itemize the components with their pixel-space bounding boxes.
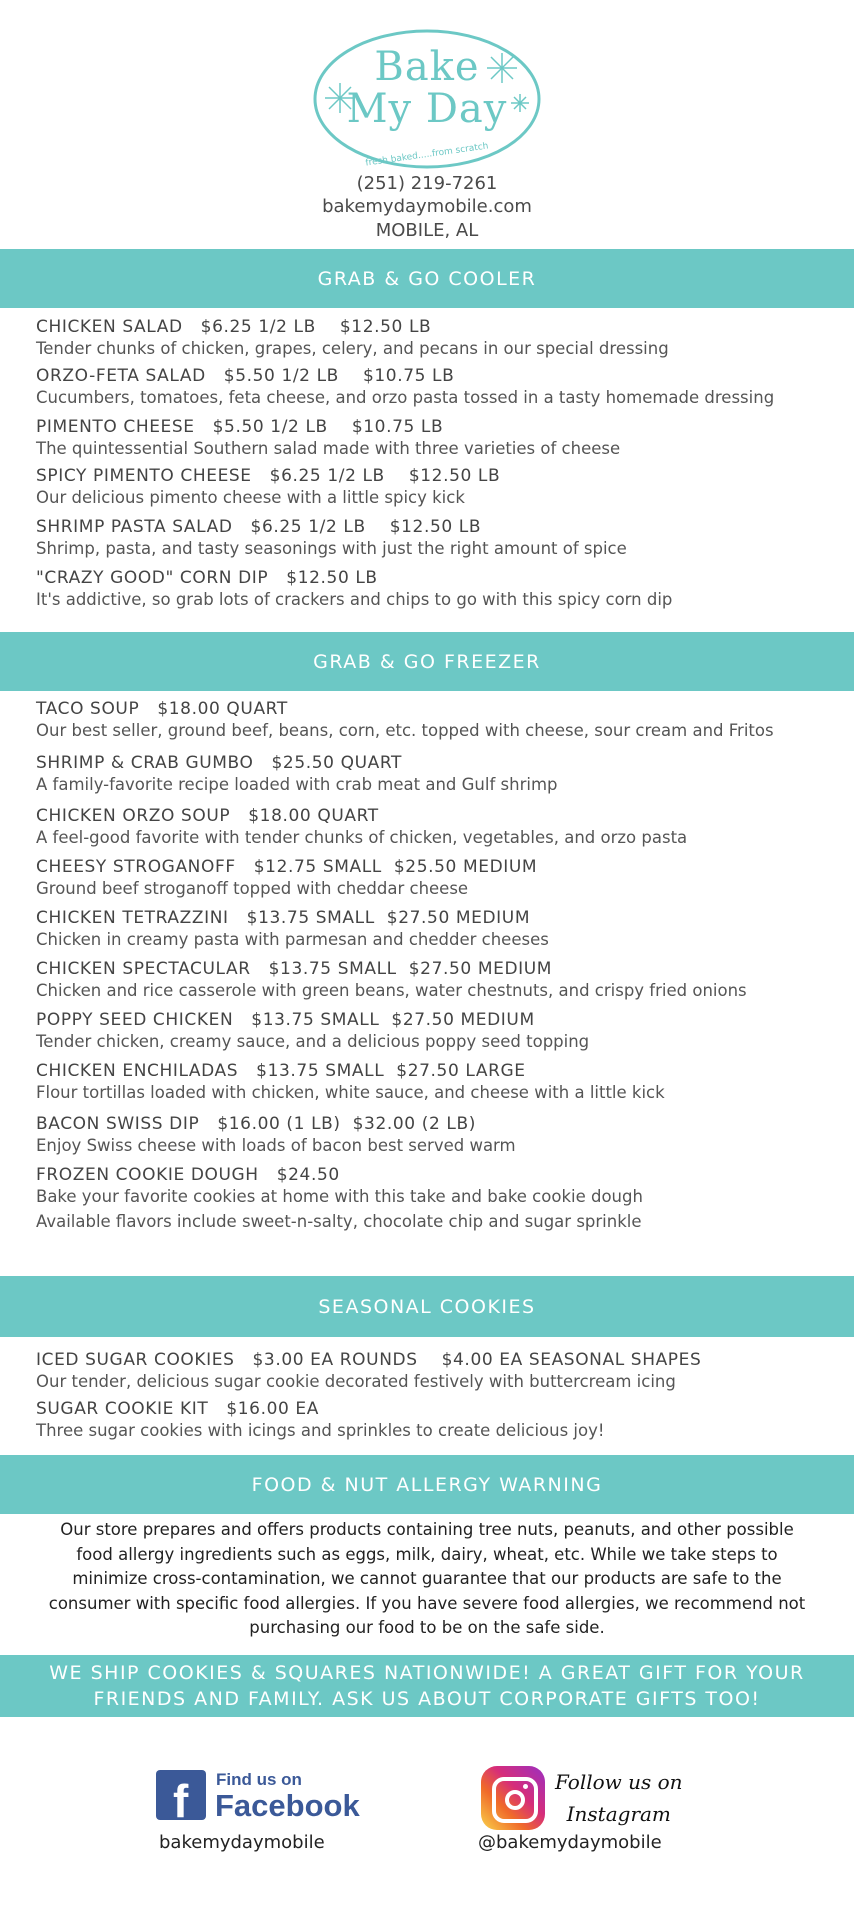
item-description: Chicken and rice casserole with green beans, water chestnuts, and crispy fried onions [36,981,747,1000]
section-header-freezer [0,632,854,691]
item-title: ORZO-FETA SALAD $5.50 1/2 LB $10.75 LB [36,366,455,386]
instagram-badge[interactable] [481,1766,681,1834]
item-title: CHEESY STROGANOFF $12.75 SMALL $25.50 MEDIUM [36,857,538,877]
item-description: Cucumbers, tomatoes, feta cheese, and orzo pasta tossed in a tasty homemade dressing [36,388,775,407]
menu-item [36,465,836,509]
item-title: SPICY PIMENTO CHEESE $6.25 1/2 LB $12.50 LB [36,466,501,486]
bake-my-day-logo [312,28,542,170]
item-description: A family-favorite recipe loaded with crab meat and Gulf shrimp [36,775,558,794]
item-title: FROZEN COOKIE DOUGH $24.50 [36,1165,340,1185]
section-header-cookies [0,1276,854,1337]
facebook-handle[interactable]: bakemydaymobile [159,1832,325,1853]
item-description: Enjoy Swiss cheese with loads of bacon best served warm [36,1136,516,1155]
menu-item [36,907,836,951]
menu-item [36,805,836,849]
facebook-name: Facebook [215,1788,360,1823]
instagram-handle[interactable]: @bakemydaymobile [478,1832,662,1853]
shipping-banner [0,1655,854,1717]
item-description: It's addictive, so grab lots of crackers and chips to go with this spicy corn dip [36,590,673,609]
section-header-cooler [0,249,854,308]
menu-item [36,856,836,900]
item-title: SHRIMP & CRAB GUMBO $25.50 QUART [36,753,403,773]
allergy-title: FOOD & NUT ALLERGY WARNING [251,1473,603,1496]
facebook-icon: f [156,1770,206,1820]
menu-item [36,365,836,409]
item-title: CHICKEN SPECTACULAR $13.75 SMALL $27.50 MEDIUM [36,959,553,979]
item-title: POPPY SEED CHICKEN $13.75 SMALL $27.50 MEDIUM [36,1010,535,1030]
menu-item [36,1060,836,1104]
menu-item [36,1009,836,1053]
item-description: Our best seller, ground beef, beans, corn, etc. topped with cheese, sour cream and Fritos [36,721,774,740]
section-header-allergy [0,1455,854,1514]
item-title: ICED SUGAR COOKIES $3.00 EA ROUNDS $4.00 EA SEASONAL SHAPES [36,1350,702,1370]
menu-item [36,1398,836,1442]
instagram-follow-line-2: Instagram [566,1802,671,1826]
item-description: Flour tortillas loaded with chicken, white sauce, and cheese with a little kick [36,1083,665,1102]
instagram-follow-line-1: Follow us on [555,1770,683,1794]
item-title: CHICKEN TETRAZZINI $13.75 SMALL $27.50 MEDIUM [36,908,531,928]
instagram-follow-text [555,1766,683,1830]
menu-item [36,1113,836,1157]
item-description: A feel-good favorite with tender chunks of chicken, vegetables, and orzo pasta [36,828,688,847]
item-description: Shrimp, pasta, and tasty seasonings with just the right amount of spice [36,539,627,558]
allergy-warning-text: Our store prepares and offers products containing tree nuts, peanuts, and other possible food allergy ingredients such as eggs, milk, dairy, wheat, etc. While we take steps to minimize cross-contamination, we cannot guarantee that our products are safe to the consumer with specific food allergies. If you have severe food allergies, we recommend not purchasing our food to be on the safe side. [48,1520,806,1637]
instagram-icon [481,1766,545,1830]
cookies-title: SEASONAL COOKIES [318,1295,536,1318]
logo-line-2: My Day [346,86,508,132]
freezer-title: GRAB & GO FREEZER [313,650,541,673]
item-description: The quintessential Southern salad made with three varieties of cheese [36,439,621,458]
item-description: Ground beef stroganoff topped with cheddar cheese [36,879,469,898]
menu-item [36,1349,836,1393]
item-description: Our delicious pimento cheese with a little spicy kick [36,488,465,507]
menu-item [36,1164,836,1233]
item-title: PIMENTO CHEESE $5.50 1/2 LB $10.75 LB [36,417,444,437]
item-title: CHICKEN SALAD $6.25 1/2 LB $12.50 LB [36,317,432,337]
logo-area [0,28,854,174]
menu-item [36,698,836,742]
item-title: SUGAR COOKIE KIT $16.00 EA [36,1399,320,1419]
shipping-line-1: WE SHIP COOKIES & SQUARES NATIONWIDE! A GREAT GIFT FOR YOUR [49,1662,805,1684]
phone-number: (251) 219-7261 [356,173,498,194]
item-description: Three sugar cookies with icings and sprinkles to create delicious joy! [36,1421,605,1440]
menu-item [36,567,836,611]
cooler-title: GRAB & GO COOLER [317,267,537,290]
menu-item [36,752,836,796]
item-description: Chicken in creamy pasta with parmesan and chedder cheeses [36,930,549,949]
item-description: Our tender, delicious sugar cookie decorated festively with buttercream icing [36,1372,676,1391]
item-description: Tender chicken, creamy sauce, and a delicious poppy seed topping [36,1032,590,1051]
item-description: Bake your favorite cookies at home with this take and bake cookie dough [36,1187,643,1206]
item-title: BACON SWISS DIP $16.00 (1 LB) $32.00 (2 LB) [36,1114,476,1134]
website-link[interactable]: bakemydaymobile.com [322,196,532,217]
facebook-find-text: Find us on [216,1770,302,1789]
item-title: "CRAZY GOOD" CORN DIP $12.50 LB [36,568,378,588]
logo-line-1: Bake [374,44,480,90]
item-description-2: Available flavors include sweet-n-salty, chocolate chip and sugar sprinkle [36,1212,642,1231]
location: MOBILE, AL [375,220,479,241]
menu-item [36,516,836,560]
item-title: SHRIMP PASTA SALAD $6.25 1/2 LB $12.50 LB [36,517,482,537]
facebook-badge[interactable] [156,1768,366,1827]
item-title: CHICKEN ORZO SOUP $18.00 QUART [36,806,379,826]
menu-item [36,316,836,360]
shipping-line-2: FRIENDS AND FAMILY. ASK US ABOUT CORPORATE GIFTS TOO! [93,1688,761,1710]
item-description: Tender chunks of chicken, grapes, celery, and pecans in our special dressing [36,339,669,358]
item-title: CHICKEN ENCHILADAS $13.75 SMALL $27.50 LARGE [36,1061,526,1081]
menu-item [36,958,836,1002]
logo-tagline: fresh baked.....from scratch [364,141,490,169]
menu-item [36,416,836,460]
item-title: TACO SOUP $18.00 QUART [36,699,288,719]
